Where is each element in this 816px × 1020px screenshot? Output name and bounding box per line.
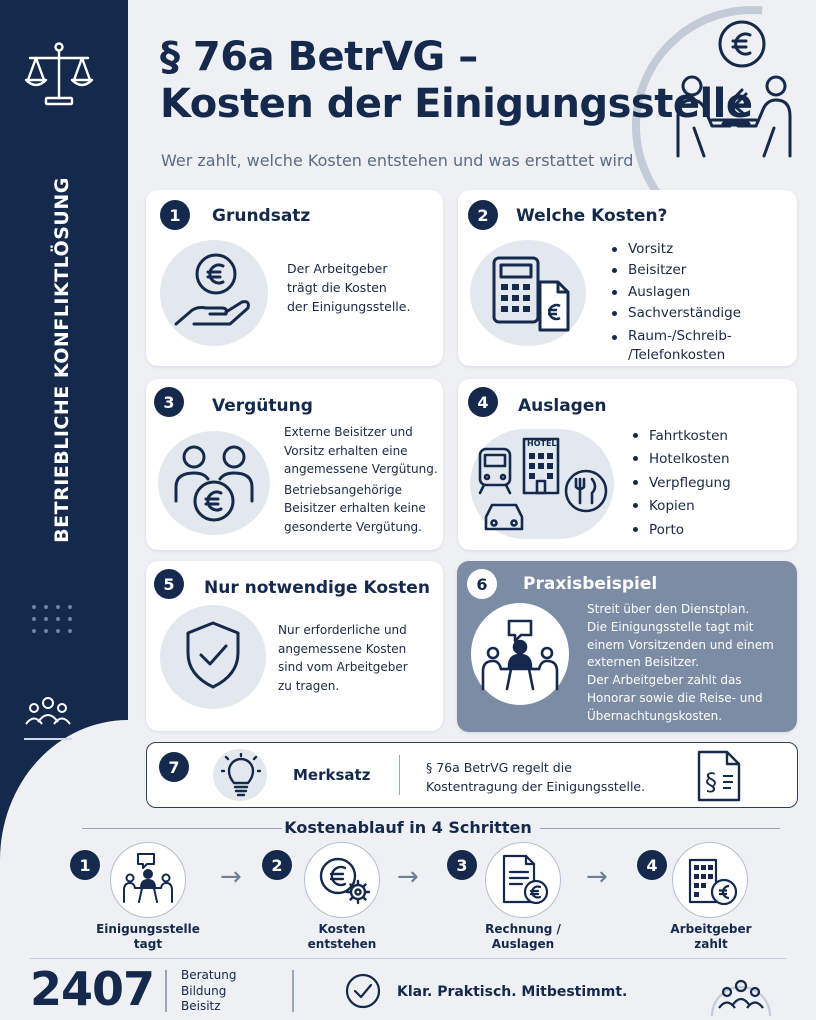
list-item: Beisitzer bbox=[612, 260, 741, 281]
list-item: Raum-/Schreib- /Telefonkosten bbox=[612, 327, 741, 363]
travel-expenses-icon bbox=[472, 435, 612, 535]
card-number: 5 bbox=[154, 569, 184, 599]
sidebar-title: BETRIEBLICHE KONFLIKTLÖSUNG bbox=[51, 177, 73, 543]
brand-separator bbox=[165, 970, 167, 1012]
calculator-invoice-icon bbox=[490, 254, 572, 334]
svg-text:§: § bbox=[705, 768, 717, 796]
step-number: 2 bbox=[262, 850, 292, 880]
card-notwendige-kosten bbox=[146, 561, 443, 731]
brand-logo: 2407 bbox=[30, 962, 155, 1016]
card-welche-kosten bbox=[458, 190, 797, 366]
merksatz-text: § 76a BetrVG regelt die Kostentragung der Einigungsstelle. bbox=[426, 760, 646, 794]
list-item: Porto bbox=[633, 519, 731, 542]
card-text: Externe Beisitzer und Vorsitz erhalten eine angemessene Vergütung. Betriebsangehörige Beisitzer erhalten keine gesonderte Vergütung. bbox=[284, 425, 438, 534]
card-title: Auslagen bbox=[518, 396, 607, 416]
card-number: 6 bbox=[467, 569, 497, 599]
arrow-icon: → bbox=[586, 862, 608, 892]
merksatz-divider bbox=[399, 755, 400, 795]
sidebar-divider bbox=[24, 738, 72, 740]
card-title: Praxisbeispiel bbox=[523, 574, 658, 594]
list-item: Fahrtkosten bbox=[633, 425, 731, 448]
step-label: Arbeitgeber zahlt bbox=[670, 922, 752, 951]
meeting-icon bbox=[479, 617, 561, 697]
hotel-sign: HOTEL bbox=[527, 439, 557, 448]
card-title: Welche Kosten? bbox=[516, 206, 668, 226]
lightbulb-icon bbox=[221, 753, 261, 799]
building-euro-icon bbox=[684, 852, 740, 908]
invoice-euro-icon bbox=[500, 852, 550, 908]
card-verguetung bbox=[146, 379, 443, 550]
list-item: Hotelkosten bbox=[633, 448, 731, 471]
merksatz-label: Merksatz bbox=[293, 766, 371, 784]
card-auslagen bbox=[458, 379, 797, 550]
card-text: Streit über den Dienstplan. Die Einigungsstelle tagt mit einem Vorsitzenden und einem externen Beisitzer. Der Arbeitgeber zahlt das Honorar sowie die Reise- und Übernachtungskosten. bbox=[587, 602, 774, 723]
step-label: Einigungsstelle tagt bbox=[96, 922, 200, 951]
list-item: Auslagen bbox=[612, 282, 741, 303]
euro-gear-icon bbox=[316, 854, 372, 906]
step-label: Kosten entstehen bbox=[307, 922, 377, 951]
card-number: 3 bbox=[154, 387, 184, 417]
list-item: Vorsitz bbox=[612, 239, 741, 260]
merksatz-box bbox=[146, 742, 798, 808]
card-text: Nur erforderliche und angemessene Kosten sind vom Arbeitgeber zu tragen. bbox=[278, 623, 408, 693]
decorative-dots bbox=[32, 605, 72, 633]
hand-euro-icon bbox=[172, 248, 256, 334]
card-number: 2 bbox=[468, 200, 498, 230]
tagline: Klar. Praktisch. Mitbestimmt. bbox=[397, 984, 628, 1000]
list-item: Verpflegung bbox=[633, 472, 731, 495]
card-praxisbeispiel bbox=[457, 561, 797, 732]
footer-divider bbox=[30, 958, 786, 959]
arrow-icon: → bbox=[220, 862, 242, 892]
list-item: Kopien bbox=[633, 495, 731, 518]
step-number: 4 bbox=[637, 850, 667, 880]
meeting-gavel-icon bbox=[664, 16, 804, 170]
people-icon bbox=[708, 966, 774, 1016]
merksatz-number: 7 bbox=[159, 752, 189, 782]
card-text: Der Arbeitgeber trägt die Kosten der Einigungsstelle. bbox=[287, 261, 411, 314]
cost-list bbox=[612, 239, 741, 364]
card-grundsatz bbox=[146, 190, 443, 366]
list-item: Sachverständige bbox=[612, 303, 741, 324]
card-title: Nur notwendige Kosten bbox=[204, 578, 430, 598]
card-title: Grundsatz bbox=[212, 206, 311, 226]
expense-list bbox=[633, 425, 731, 542]
card-number: 4 bbox=[468, 387, 498, 417]
card-number: 1 bbox=[160, 200, 190, 230]
brand-subtitle: Beratung Bildung Beisitz bbox=[181, 968, 237, 1014]
people-euro-icon bbox=[172, 441, 256, 525]
step-number: 3 bbox=[447, 850, 477, 880]
arrow-icon: → bbox=[397, 862, 419, 892]
step-number: 1 bbox=[70, 850, 100, 880]
page-title: § 76a BetrVG – Kosten der Einigungsstelle bbox=[160, 34, 753, 128]
scales-icon bbox=[22, 40, 96, 110]
people-icon bbox=[24, 694, 72, 734]
shield-check-icon bbox=[182, 619, 244, 691]
page-subtitle: Wer zahlt, welche Kosten entstehen und was erstattet wird bbox=[161, 151, 634, 170]
check-circle-icon bbox=[344, 972, 382, 1010]
step-label: Rechnung / Auslagen bbox=[485, 922, 561, 951]
card-title: Vergütung bbox=[212, 396, 313, 416]
meeting-icon bbox=[122, 852, 174, 906]
paragraph-document-icon bbox=[695, 750, 743, 802]
footer-separator bbox=[292, 970, 294, 1012]
steps-title: Kostenablauf in 4 Schritten bbox=[284, 818, 532, 837]
